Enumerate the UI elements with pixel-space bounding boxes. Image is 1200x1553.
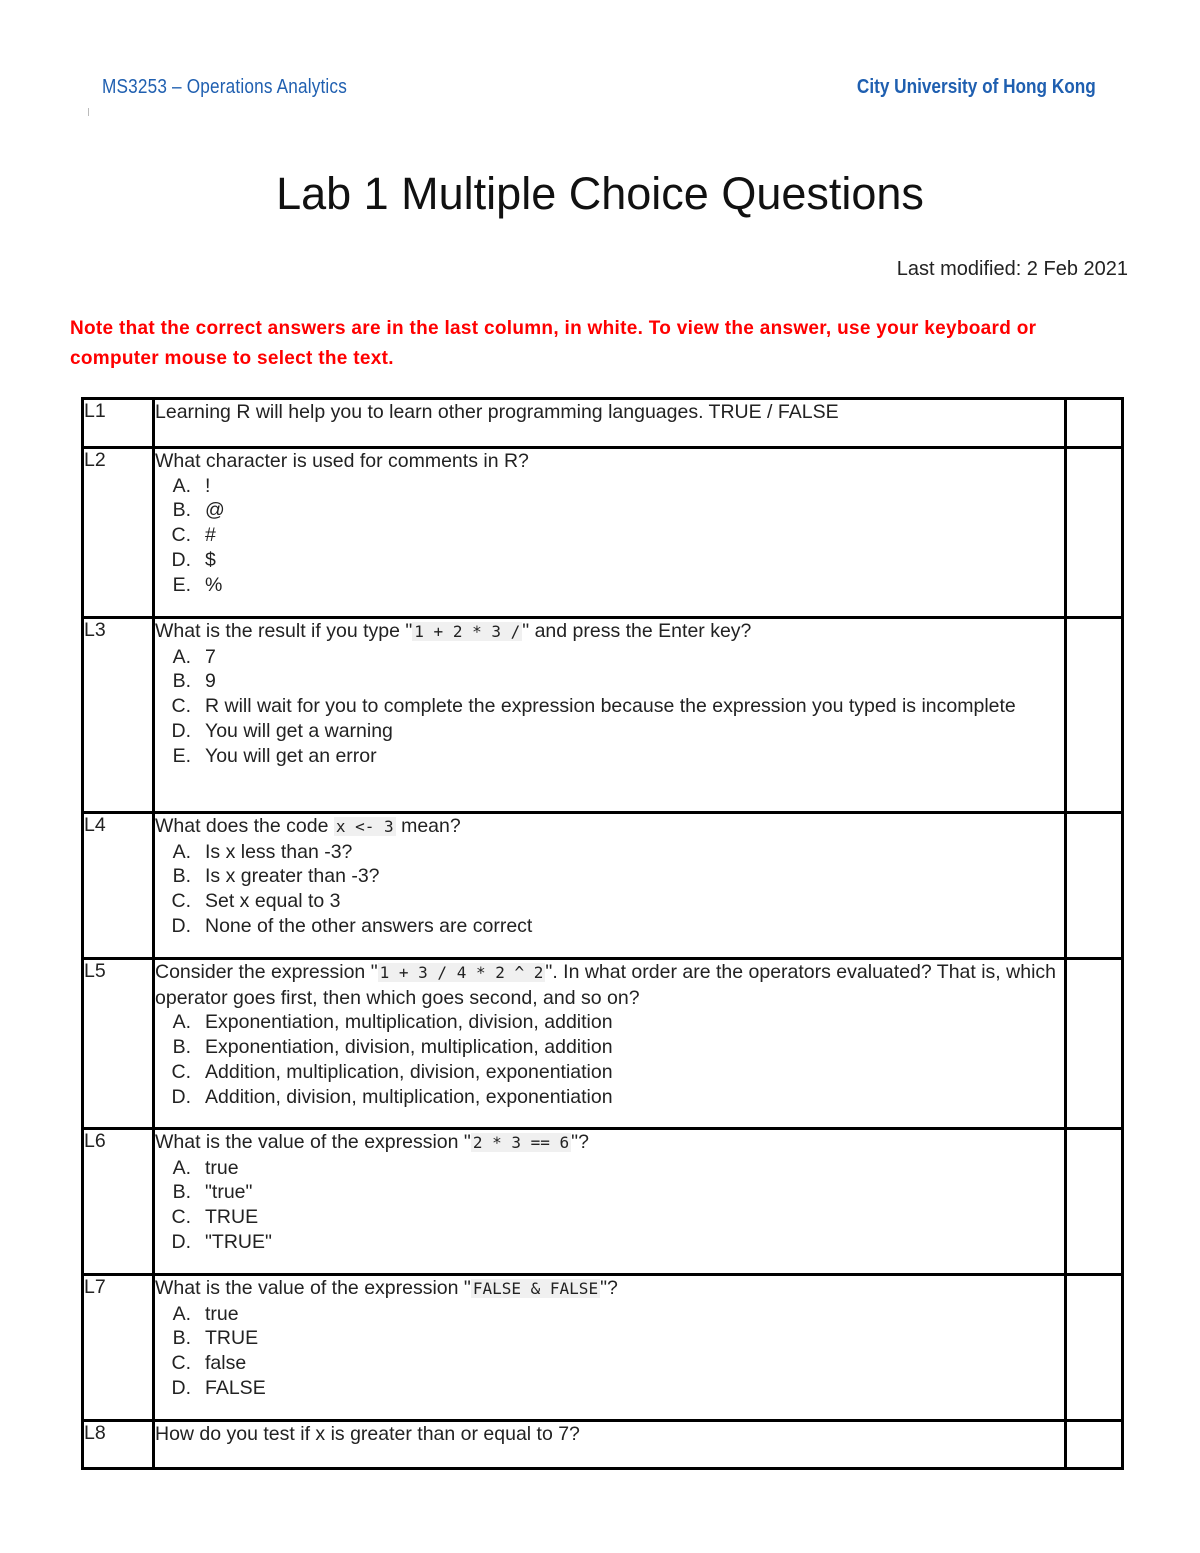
option-letter: B. (172, 1036, 191, 1059)
option-letter: E. (172, 573, 191, 596)
option-letter: C. (171, 1060, 191, 1083)
option-letter: B. (172, 499, 191, 522)
university-header: City University of Hong Kong (857, 76, 1096, 98)
option-letter: E. (172, 744, 191, 767)
option-text: true (205, 1302, 239, 1325)
question-text: What is the value of the expression " 2 * 3 == 6 "? (155, 1131, 589, 1153)
answer-cell[interactable] (1066, 399, 1123, 448)
option-letter: C. (171, 1352, 191, 1375)
question-text: What is the value of the expression " FALSE & FALSE "? (155, 1277, 618, 1299)
question-text: Learning R will help you to learn other programming languages. TRUE / FALSE (155, 401, 839, 423)
option-letter: A. (172, 645, 191, 668)
question-cell[interactable] (154, 1129, 1066, 1275)
option-item (155, 645, 1064, 670)
option-letter: B. (172, 670, 191, 693)
option-text: $ (205, 548, 216, 571)
question-row-l4 (83, 813, 1123, 959)
option-item (155, 864, 1064, 889)
option-item (155, 889, 1064, 914)
option-text: false (205, 1352, 247, 1375)
question-cell[interactable] (154, 959, 1066, 1129)
question-cell[interactable] (154, 813, 1066, 959)
questions-table (81, 397, 1124, 1470)
option-text: @ (205, 499, 225, 522)
page-title: Lab 1 Multiple Choice Questions (276, 168, 924, 219)
option-letter: C. (171, 695, 191, 718)
option-text: 9 (205, 670, 216, 693)
option-text: % (205, 573, 223, 596)
option-letter: D. (171, 914, 191, 937)
margin-mark (88, 108, 89, 116)
question-cell[interactable] (154, 1421, 1066, 1469)
question-id: L1 (83, 399, 154, 448)
option-letter: A. (172, 1302, 191, 1325)
answer-cell[interactable] (1066, 1421, 1123, 1469)
question-id: L8 (83, 1421, 154, 1469)
answer-cell[interactable] (1066, 1275, 1123, 1421)
option-item (155, 1180, 1064, 1205)
option-item (155, 548, 1064, 573)
option-letter: D. (171, 719, 191, 742)
option-item (155, 1376, 1064, 1401)
question-row-l1 (83, 399, 1123, 448)
option-text: You will get an error (205, 744, 377, 767)
option-text: TRUE (205, 1206, 259, 1229)
option-text: None of the other answers are correct (205, 914, 533, 937)
option-text: Addition, multiplication, division, exponentiation (205, 1060, 613, 1083)
option-text: 7 (205, 645, 216, 668)
option-item (155, 914, 1064, 939)
option-text: true (205, 1156, 239, 1179)
option-letter: B. (172, 1181, 191, 1204)
option-letter: C. (171, 1206, 191, 1229)
option-item (155, 1326, 1064, 1351)
option-letter: D. (171, 1085, 191, 1108)
option-item (155, 573, 1064, 598)
code-snippet: 1 + 3 / 4 * 2 ^ 2 (379, 963, 544, 982)
question-cell[interactable] (154, 399, 1066, 448)
option-letter: D. (171, 1376, 191, 1399)
question-row-l5 (83, 959, 1123, 1129)
option-text: ! (205, 474, 211, 497)
question-text: What does the code x <- 3 mean? (155, 815, 461, 837)
option-letter: D. (171, 548, 191, 571)
option-item (155, 1351, 1064, 1376)
question-text: What is the result if you type " 1 + 2 * 3 / " and press the Enter key? (155, 620, 752, 642)
question-cell[interactable] (154, 448, 1066, 618)
option-letter: C. (171, 890, 191, 913)
option-item (155, 1156, 1064, 1181)
question-text: What character is used for comments in R? (155, 450, 529, 472)
last-modified: Last modified: 2 Feb 2021 (896, 258, 1128, 280)
code-snippet: FALSE & FALSE (472, 1279, 599, 1298)
option-letter: A. (172, 474, 191, 497)
option-text: "TRUE" (205, 1230, 272, 1253)
answer-cell[interactable] (1066, 1129, 1123, 1275)
question-row-l6 (83, 1129, 1123, 1275)
option-letter: A. (172, 1156, 191, 1179)
option-item (155, 744, 1064, 769)
question-id: L6 (83, 1129, 154, 1275)
option-text: "true" (205, 1181, 253, 1204)
question-row-l8 (83, 1421, 1123, 1469)
option-letter: B. (172, 1327, 191, 1350)
option-text: Set x equal to 3 (205, 890, 341, 913)
option-item (155, 669, 1064, 694)
option-letter: A. (172, 840, 191, 863)
question-id: L4 (83, 813, 154, 959)
answer-note: Note that the correct answers are in the last column, in white. To view the answer, use your keyboard or computer mouse to select the text. (70, 318, 1037, 369)
option-item (155, 1302, 1064, 1327)
answer-cell[interactable] (1066, 813, 1123, 959)
option-text: R will wait for you to complete the expression because the expression you typed is incomplete (205, 695, 1016, 718)
option-letter: D. (171, 1230, 191, 1253)
option-item (155, 1035, 1064, 1060)
question-id: L7 (83, 1275, 154, 1421)
question-cell[interactable] (154, 1275, 1066, 1421)
option-text: Exponentiation, division, multiplication, addition (205, 1036, 613, 1059)
option-item (155, 474, 1064, 499)
option-letter: B. (172, 865, 191, 888)
option-text: Is x less than -3? (205, 840, 353, 863)
answer-cell[interactable] (1066, 448, 1123, 618)
option-text: FALSE (205, 1376, 266, 1399)
question-id: L3 (83, 618, 154, 813)
option-item (155, 1085, 1064, 1110)
code-snippet: x <- 3 (335, 817, 394, 836)
question-id: L2 (83, 448, 154, 618)
option-item (155, 1205, 1064, 1230)
answer-cell[interactable] (1066, 959, 1123, 1129)
option-item (155, 523, 1064, 548)
option-item (155, 1060, 1064, 1085)
course-header: MS3253 – Operations Analytics (102, 76, 347, 98)
question-cell[interactable] (154, 618, 1066, 813)
question-id: L5 (83, 959, 154, 1129)
option-item (155, 840, 1064, 865)
option-item (155, 694, 1064, 719)
option-item (155, 1230, 1064, 1255)
option-text: # (205, 524, 216, 547)
question-row-l3 (83, 618, 1123, 813)
option-text: Is x greater than -3? (205, 865, 380, 888)
code-snippet: 2 * 3 == 6 (472, 1133, 570, 1152)
option-item (155, 1010, 1064, 1035)
option-item (155, 498, 1064, 523)
option-item (155, 719, 1064, 744)
question-row-l7 (83, 1275, 1123, 1421)
question-text: Consider the expression " 1 + 3 / 4 * 2 ^ 2 ". In what order are the operators evaluated? That is, which operator goes first, then which goes second, and so on? (155, 961, 1056, 1009)
option-text: Addition, division, multiplication, exponentiation (205, 1085, 613, 1108)
option-text: You will get a warning (205, 719, 393, 742)
code-snippet: 1 + 2 * 3 / (414, 622, 521, 641)
option-letter: C. (171, 524, 191, 547)
answer-cell[interactable] (1066, 618, 1123, 813)
option-text: TRUE (205, 1327, 259, 1350)
option-text: Exponentiation, multiplication, division, addition (205, 1011, 613, 1034)
question-row-l2 (83, 448, 1123, 618)
question-text: How do you test if x is greater than or equal to 7? (155, 1423, 580, 1445)
option-letter: A. (172, 1011, 191, 1034)
